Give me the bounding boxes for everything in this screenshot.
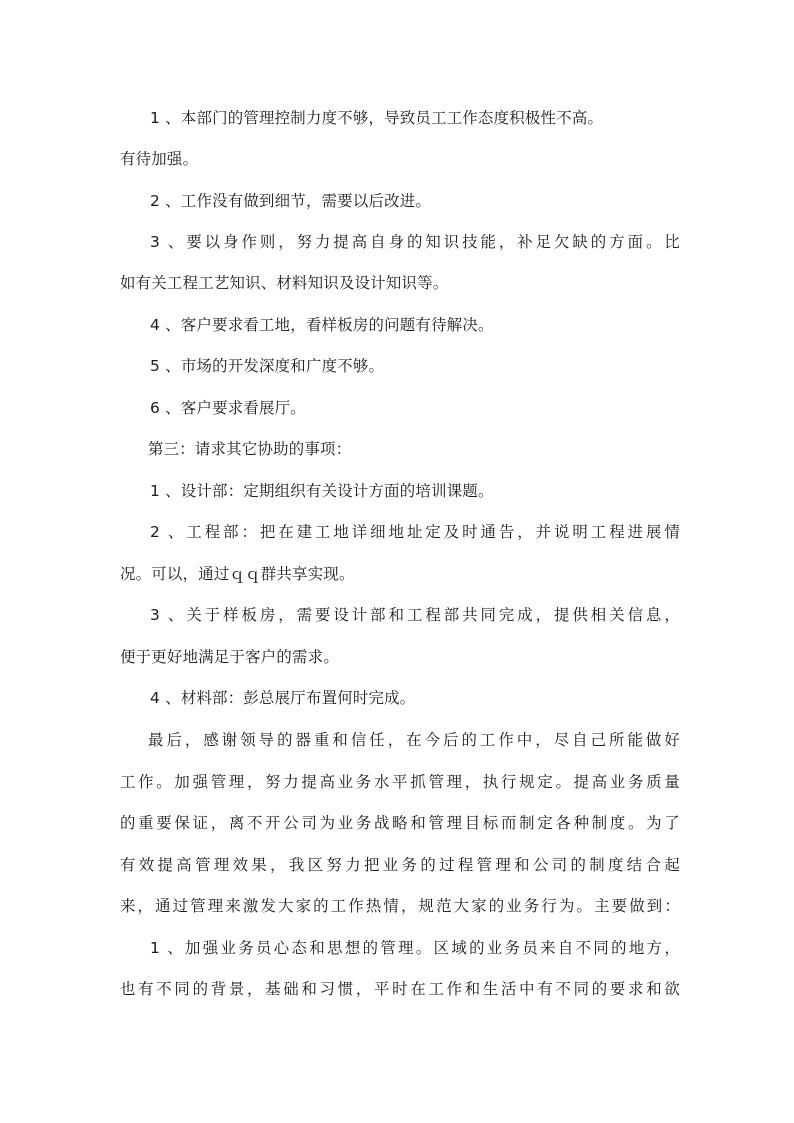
text-line: 便于更好地满足于客户的需求。	[120, 648, 339, 666]
text-line: 有待加强。	[120, 150, 199, 168]
text-line: 4 、客户要求看工地，看样板房的问题有待解决。	[150, 316, 494, 334]
text-line: 1 、加强业务员心态和思想的管理。区域的业务员来自不同的地方，	[150, 939, 680, 957]
text-line: 1 、本部门的管理控制力度不够，导致员工工作态度积极性不高。	[150, 109, 604, 127]
text-line: 有效提高管理效果，我区努力把业务的过程管理和公司的制度结合起	[120, 856, 680, 874]
text-line: 工作。加强管理，努力提高业务水平抓管理，执行规定。提高业务质量	[120, 773, 680, 791]
text-line: 5 、市场的开发深度和广度不够。	[150, 357, 385, 375]
text-line: 2 、工作没有做到细节，需要以后改进。	[150, 192, 432, 210]
text-line: 来，通过管理来激发大家的工作热情，规范大家的业务行为。主要做到：	[120, 897, 680, 915]
text-line: 的重要保证，离不开公司为业务战略和管理目标而制定各种制度。为了	[120, 814, 680, 832]
text-line: 3 、要以身作则，努力提高自身的知识技能，补足欠缺的方面。比	[150, 233, 680, 251]
text-line: 最后，感谢领导的器重和信任，在今后的工作中，尽自己所能做好	[148, 731, 680, 749]
text-line: 6 、客户要求看展厅。	[150, 399, 306, 417]
text-line: 3 、关于样板房，需要设计部和工程部共同完成，提供相关信息，	[150, 606, 680, 624]
text-line: 4 、材料部：彭总展厅布置何时完成。	[150, 689, 416, 707]
section-heading: 第三：请求其它协助的事项：	[148, 440, 352, 458]
text-line: 况。可以，通过ｑｑ群共享实现。	[120, 565, 355, 583]
text-line: 2 、工程部：把在建工地详细地址定及时通告，并说明工程进展情	[150, 523, 680, 541]
text-line: 如有关工程工艺知识、材料知识及设计知识等。	[120, 274, 449, 292]
text-line: 也有不同的背景，基础和习惯，平时在工作和生活中有不同的要求和欲	[120, 980, 680, 998]
text-line: 1 、设计部：定期组织有关设计方面的培训课题。	[150, 482, 494, 500]
